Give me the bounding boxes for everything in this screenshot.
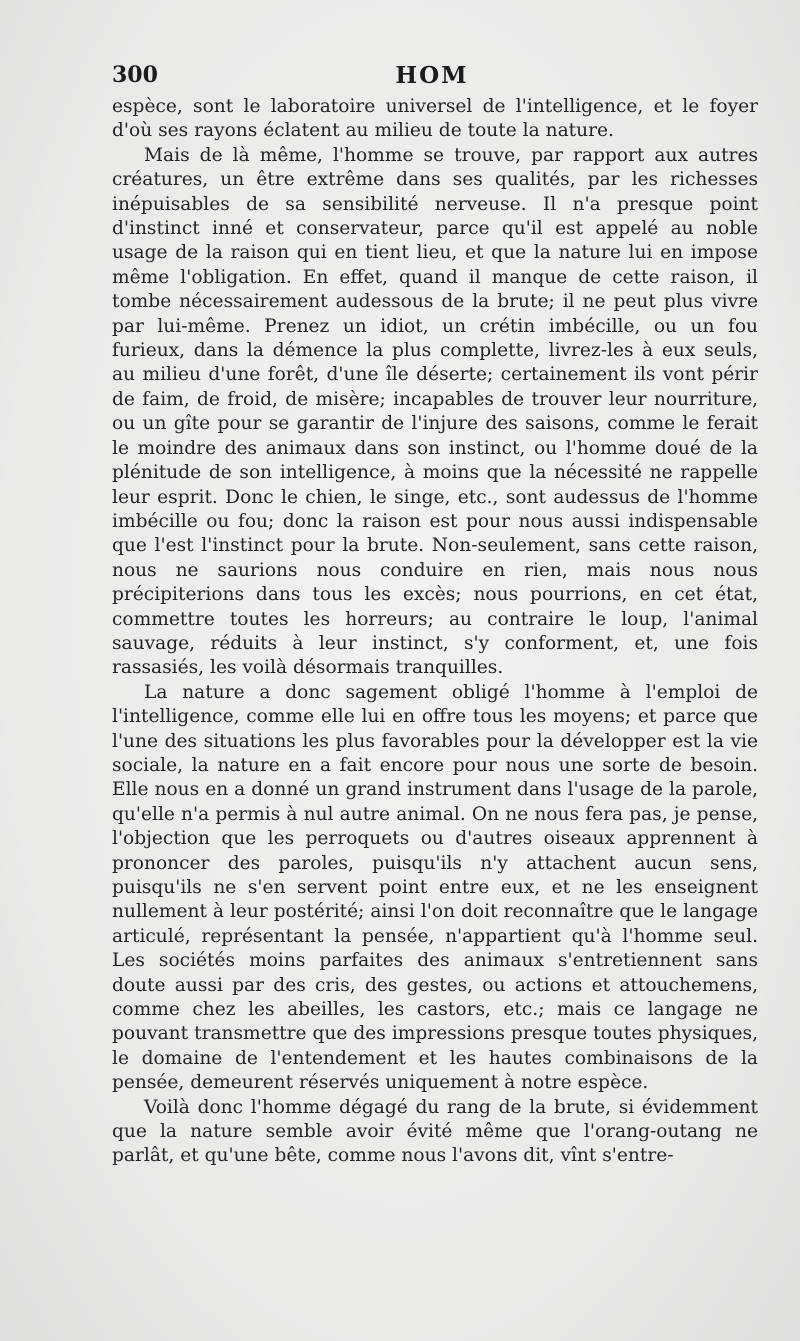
paragraph-conclusion: Voilà donc l'homme dégagé du rang de la brute, si évidemment que la nature semble avoir évité même que l'orang-outang ne parlât, et qu'une bête, comme nous l'avons dit, vînt s'entre- [112, 1096, 758, 1167]
page-header [112, 62, 752, 92]
paragraph-instinct-reason: Mais de là même, l'homme se trouve, par rapport aux autres créatures, un être extrême dans ses qualités, par les richesses inépuisables de sa sensibilité nerveuse. Il n'a presque point d'instinct inné et conservateur, parce qu'il est appelé au noble usage de la raison qui en tient lieu, et que la nature lui en impose même l'obligation. En effet, quand il manque de cette raison, il tombe nécessairement audessous de la brute; il ne peut plus vivre par lui-même. Prenez un idiot, un crétin imbécille, ou un fou furieux, dans la démence la plus complette, livrez-les à eux seuls, au milieu d'une forêt, d'une île déserte; certainement ils vont périr de faim, de froid, de misère; incapables de trouver leur nourriture, ou un gîte pour se garantir de l'injure des saisons, comme le ferait le moindre des animaux dans son instinct, ou l'homme doué de la plénitude de son intelligence, à moins que la nécessité ne rappelle leur esprit. Donc le chien, le singe, etc., sont audessus de l'homme imbécille ou fou; donc la raison est pour nous aussi indispensable que l'est l'instinct pour la brute. Non-seulement, sans cette raison, nous ne saurions nous conduire en rien, mais nous nous précipiterions dans tous les excès; nous pourrions, en cet état, commettre toutes les horreurs; au contraire le loup, l'animal sauvage, réduits à leur instinct, s'y conforment, et, une fois rassasiés, les voilà désormais tranquilles. [112, 144, 758, 679]
paragraph-language: La nature a donc sagement obligé l'homme à l'emploi de l'intelligence, comme elle lui en offre tous les moyens; et parce que l'une des situations les plus favorables pour la développer est la vie sociale, la nature en a fait encore pour nous une sorte de besoin. Elle nous en a donné un grand instrument dans l'usage de la parole, qu'elle n'a permis à nul autre animal. On ne nous fera pas, je pense, l'objection que les perroquets ou d'autres oiseaux apprennent à prononcer des paroles, puisqu'ils n'y attachent aucun sens, puisqu'ils ne s'en servent point entre eux, et ne les enseignent nullement à leur postérité; ainsi l'on doit reconnaître que le langage articulé, représentant la pensée, n'appartient qu'à l'homme seul. Les sociétés moins parfaites des animaux s'entretiennent sans doute aussi par des cris, des gestes, ou actions et attouchemens, comme chez les abeilles, les castors, etc.; mais ce langage ne pouvant transmettre que des impressions presque toutes physiques, le domaine de l'entendement et les hautes combinaisons de la pensée, demeurent réservés uniquement à notre espèce. [112, 681, 758, 1094]
paragraph-continuation: espèce, sont le laboratoire universel de l'intelligence, et le foyer d'où ses rayons éclatent au milieu de toute la nature. [112, 96, 758, 142]
page-number: 300 [112, 62, 158, 88]
body-text [112, 95, 758, 1169]
running-head: HOM [395, 62, 469, 89]
